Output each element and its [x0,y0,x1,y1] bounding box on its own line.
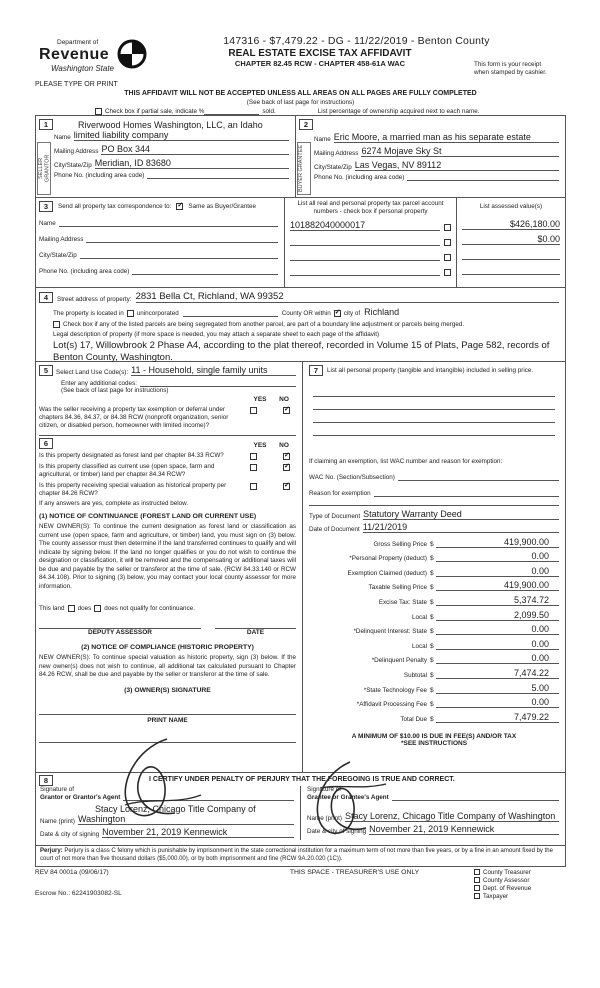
corr-mailing-field[interactable] [86,242,278,243]
excise-tax-local-field[interactable]: 2,099.50 [436,610,559,621]
state-technology-fee-field[interactable]: 5.00 [436,683,559,694]
assessed-values-header: List assessed value(s) [479,203,543,210]
see-back-instructions: (See back of last page for instructions) [61,387,169,394]
grantor-name-print-label: Name (print) [40,818,75,825]
county-treasurer-label: County Treasurer [483,868,531,876]
buyer-mailing-field[interactable]: 6274 Mojave Sky St [361,146,559,157]
date-of-document-label: Date of Document [309,526,360,533]
form-footer [35,867,566,901]
parcel-number-field-2[interactable] [290,245,440,246]
forest-yes-checkbox[interactable] [250,453,257,460]
parcel-number-field-4[interactable] [290,275,440,276]
personal-property-line-1[interactable] [313,384,555,397]
section-6-number: 6 [39,438,53,449]
corr-csz-label: City/State/Zip [39,252,77,259]
seller-exemption-question: Was the seller receiving a property tax exemption or deferral under chapters 84.36, 84.37, or 84.38 RCW (nonprofit organization, senior citizen, or disabled person, homeowner with limited income)? [39,406,229,430]
taxpayer-label: Taxpayer [483,892,509,900]
section-1-number: 1 [39,119,53,130]
date-of-document-field[interactable]: 11/21/2019 [363,522,559,533]
buyer-csz-label: City/State/Zip [314,164,352,171]
grantee-signature-line[interactable] [392,800,559,801]
seller-mailing-label: Mailing Address [54,148,99,155]
historic-yes-checkbox[interactable] [250,483,257,490]
fin-row-personal: *Personal Property (deduct) $ 0.00 [309,548,559,563]
deputy-assessor-label: DEPUTY ASSESSOR [88,629,152,637]
buyer-grantee-side-label: BUYER GRANTEE [297,142,311,195]
receipt-note: This form is your receipt when stamped by cashier. [474,61,547,77]
does-qualify-checkbox[interactable] [68,605,75,612]
perjury-body: Perjury is a class C felony which is punishable by imprisonment in the state correctional institution for a maximum term of not more than five years, or by a fine in an amount fixed by the court of not more than five thousand dollars ($5,000.00), or by both imprisonment and fine (RCW 9A.20.020 (1C)). [40,848,553,862]
logo-washington-state: Washington State [51,64,115,73]
fin-row-delinq-int-state: *Delinquent Interest: State $ 0.00 [309,621,559,636]
parcel-row-2 [290,231,451,246]
land-use-label: Select Land Use Code(s): [56,369,129,376]
partial-sale-sold: sold. [262,108,276,115]
cashier-stamp: 147316 - $7,479.22 - DG - 11/22/2019 - Benton County [223,35,490,47]
section-3-number: 3 [39,201,53,212]
personal-property-checkbox-3[interactable] [444,254,451,261]
total-due-field[interactable]: 7,479.22 [436,712,559,723]
this-land-label: This land [39,605,65,613]
notice-compliance-body: NEW OWNER(S): To continue special valuation as historic property, sign (3) below. If the new owner(s) does not wish to continue, all additional tax calculated pursuant to Chapter 84.26 RCW, shall be due and payable by the seller or transferor at the time of sale. [39,654,296,679]
segregated-checkbox[interactable] [53,321,60,328]
forest-land-question-row [39,452,296,460]
grantee-signature-block [301,786,565,840]
legal-description-value[interactable]: Lot(s) 17, Willowbrook 2 Phase A4, according to the plat thereof, recorded in Volume 15 of Plats, Page 582, records of Benton County, Washington. [53,340,550,363]
taxable-selling-price-field[interactable]: 419,900.00 [436,580,559,591]
segregated-label: Check box if any of the listed parcels are being segregated from another parcel, are part of a boundary line adjustment or parcels being merged. [63,321,465,328]
section-7-column [303,362,565,772]
fin-row-excise-state: Excise Tax: State $ 5,374.72 [309,591,559,606]
delinquent-interest-state-field[interactable]: 0.00 [436,624,559,635]
current-use-question: Is this property classified as current use (open space, farm and agricultural, or timber) land per chapter 84.34 RCW? [39,462,215,478]
buyer-name-label: Name [314,136,331,143]
seller-csz-label: City/State/Zip [54,162,92,169]
personal-property-line-4[interactable] [313,423,555,436]
corr-phone-field[interactable] [132,274,278,275]
corr-name-label: Name [39,220,56,227]
seller-phone-field[interactable] [147,178,289,179]
delinquent-penalty-field[interactable]: 0.00 [436,653,559,664]
parcel-number-field-3[interactable] [290,260,440,261]
type-of-document-field[interactable]: Statutory Warranty Deed [363,509,559,520]
exemption-reason-field[interactable] [374,496,559,497]
notice-continuance-body: NEW OWNER(S): To continue the current designation as forest land or classification as current use (open space, farm and agriculture, or timber) land, you must sign on (3) below. The county assessor must then determine if the land transferred continues to qualify and will indicate by signing below. If the land no longer qualifies or you do not wish to continue the designation or classification, it will be removed and the compensating or additional taxes will be due and payable by the seller or transferor at the time of sale. (RCW 84.33.140 or RCW 84.34.108). Prior to signing (3) below, you may contact your local county assessor for more information. [39,523,296,590]
wac-number-label: WAC No. (Section/Subsection) [309,474,395,481]
owner-print-name-line[interactable] [39,742,296,743]
county-assessor-checkbox[interactable] [474,877,480,883]
street-address-label: Street address of property: [57,296,132,303]
section-2-buyer [296,116,565,197]
grantor-date-city-label: Date & city of signing [40,831,100,838]
date-label: DATE [246,629,265,637]
personal-property-line-2[interactable] [313,397,555,410]
historic-no-checkbox[interactable]: ✓ [284,482,290,490]
excise-tax-state-field[interactable]: 5,374.72 [436,595,559,606]
subtotal-field[interactable]: 7,474.22 [436,668,559,679]
same-as-buyer-checkbox[interactable]: ✓ [177,202,184,209]
corr-phone-label: Phone No. (including area code) [39,268,130,275]
partial-sale-label: Check box if partial sale, indicate % [105,108,205,115]
section-5-number: 5 [39,365,53,376]
section-3 [36,197,565,287]
parcel-number-field-1[interactable]: 101882040000017 [290,220,440,231]
fin-row-delinq-int-local: Local $ 0.00 [309,635,559,650]
form-body [35,115,566,867]
seller-name-field[interactable]: limited liability company [74,130,289,141]
buyer-phone-field[interactable] [407,180,559,181]
unincorporated-label: unincorporated [136,310,179,317]
personal-property-header: List all personal property (tangible and intangible) included in selling price. [327,367,534,374]
parcel-row-1 [290,216,451,231]
city-of-checkbox[interactable]: ✓ [334,309,341,316]
section-7-number: 7 [309,365,323,376]
grantor-name-print-field[interactable]: Washington [78,814,294,825]
county-treasurer-checkbox[interactable] [474,869,480,875]
exemption-no-checkbox[interactable]: ✓ [284,406,290,413]
county-or-within-label: County OR within [281,310,331,317]
dept-of-revenue-checkbox[interactable] [474,885,480,891]
affidavit-processing-fee-field[interactable]: 0.00 [436,697,559,708]
street-address-field[interactable]: 2831 Bella Ct, Richland, WA 99352 [136,291,559,303]
seller-exemption-question-row [39,406,296,431]
delinquent-interest-local-field[interactable]: 0.00 [436,639,559,650]
historic-question-row [39,482,296,498]
treasurer-use-only: THIS SPACE - TREASURER'S USE ONLY [289,868,420,876]
ownership-note: List percentage of ownership acquired next to each name. [317,108,480,115]
taxpayer-checkbox[interactable] [474,893,480,899]
does-not-qualify-checkbox[interactable] [94,605,101,612]
yes-header-2: YES [253,441,267,449]
fin-row-gross: Gross Selling Price $ 419,900.00 [309,533,559,548]
grantee-signature-of: Signature of [307,786,341,793]
current-use-yes-checkbox[interactable] [250,464,257,471]
print-name-label: PRINT NAME [147,716,188,724]
perjury-lead: Perjury: [40,848,63,854]
additional-codes-label: Enter any additional codes: [61,380,137,387]
completion-warning: THIS AFFIDAVIT WILL NOT BE ACCEPTED UNLESS ALL AREAS ON ALL PAGES ARE FULLY COMPLETED [124,90,477,97]
parcel-numbers-header: List all real and personal property tax parcel account numbers - check box if personal property [297,200,444,215]
partial-sale-row [95,108,566,115]
buyer-mailing-label: Mailing Address [314,150,359,157]
personal-property-checkbox-2[interactable] [444,239,451,246]
wac-number-field[interactable] [398,480,559,481]
form-title: REAL ESTATE EXCISE TAX AFFIDAVIT [228,48,412,59]
city-field[interactable]: Richland [364,307,400,317]
logo-dept-of: Department of [57,39,99,46]
grantor-name-line1: Stacy Lorenz, Chicago Title Company of [95,804,256,814]
section-4-number: 4 [39,292,53,303]
rev-number: REV 84 0001a (09/06/17) [35,868,109,876]
seller-phone-label: Phone No. (including area code) [54,172,145,179]
grantee-name-print-field[interactable]: Stacy Lorenz, Chicago Title Company of Washington [345,811,559,822]
exemption-claimed-field[interactable]: 0.00 [436,566,559,577]
county-assessor-label: County Assessor [483,876,530,884]
grantor-signature-block [36,786,301,840]
buyer-csz-field[interactable]: Las Vegas, NV 89112 [355,160,559,171]
land-use-field[interactable]: 11 - Household, single family units [131,365,296,376]
assessed-value-field-3[interactable] [462,259,560,260]
notice-continuance-title: (1) NOTICE OF CONTINUANCE (FOREST LAND OR CURRENT USE) [39,513,257,521]
exemption-claim-note: If claiming an exemption, list WAC number and reason for exemption: [309,458,503,465]
corr-name-field[interactable] [59,226,278,227]
grantor-signature-of: Signature of [40,786,74,793]
current-use-question-row [39,463,296,479]
grantee-agent-label: Grantee or Grantee's Agent [307,794,389,801]
perjury-notice [36,845,565,866]
located-in-label: The property is located in [53,310,124,317]
forest-no-checkbox[interactable]: ✓ [284,451,290,459]
type-of-document-label: Type of Document [309,513,361,520]
buyer-name-field[interactable]: Eric Moore, a married man as his separate estate [334,132,559,143]
please-type-or-print: PLEASE TYPE OR PRINT [35,81,118,88]
same-as-buyer-label: Same as Buyer/Grantee [188,203,256,210]
minimum-fee-note: A MINIMUM OF $10.00 IS DUE IN FEE(S) AND/OR TAX [351,732,517,740]
partial-sale-percent-field[interactable] [204,114,259,115]
yes-header: YES [253,396,267,403]
exemption-reason-label: Reason for exemption [309,490,371,497]
partial-sale-checkbox[interactable] [95,108,102,115]
logo-revenue: Revenue [39,46,110,63]
section-2-number: 2 [299,119,313,130]
grantor-signature-line[interactable] [123,800,294,801]
section-8 [36,772,565,845]
owner-signature-line[interactable] [39,714,296,715]
dept-of-revenue-label: Dept. of Revenue [483,884,532,892]
personal-property-checkbox-1[interactable] [444,224,451,231]
form-chapters: CHAPTER 82.45 RCW - CHAPTER 458-61A WAC [234,59,406,68]
assessed-value-field-2[interactable]: $0.00 [462,234,560,245]
buyer-phone-label: Phone No. (including area code) [314,174,405,181]
fin-row-tech-fee: *State Technology Fee $ 5.00 [309,679,559,694]
seller-grantor-side-label: SELLER GRANTOR [37,142,51,195]
does-not-label: does not qualify for continuance. [104,605,195,613]
exemption-yes-checkbox[interactable] [250,407,257,414]
corr-csz-field[interactable] [80,258,278,259]
does-label: does [77,605,92,613]
current-use-no-checkbox[interactable]: ✓ [284,462,290,470]
owners-signature-title: (3) OWNER(S) SIGNATURE [124,686,211,694]
certify-statement: I CERTIFY UNDER PENALTY OF PERJURY THAT THE FOREGOING IS TRUE AND CORRECT. [149,776,455,783]
if-yes-note: If any answers are yes, complete as instructed below. [39,500,189,508]
see-back-note: (See back of last page for instructions) [246,99,355,106]
tax-correspondence-label: Send all property tax correspondence to: [58,203,172,210]
legal-description-label: Legal description of property (if more space is needed, you may attach a separate sheet to each page of the affidavit) [53,331,380,338]
fin-row-exemption: Exemption Claimed (deduct) $ 0.00 [309,562,559,577]
form-header [35,33,566,115]
unincorporated-checkbox[interactable] [127,310,134,317]
section-1-seller [36,116,296,197]
section-8-number: 8 [39,775,53,786]
section-5-6-column [36,362,303,772]
no-header-2: NO [279,441,289,449]
seller-name-label: Name [54,134,71,141]
grantor-agent-label: Grantor or Grantor's Agent [40,794,121,801]
seller-csz-field[interactable]: Meridian, ID 83680 [95,158,289,169]
forest-land-question: Is this property designated as forest land per chapter 84.33 RCW? [39,451,224,459]
fin-row-taxable: Taxable Selling Price $ 419,900.00 [309,577,559,592]
assessed-value-field-4[interactable] [462,274,560,275]
gross-selling-price-field[interactable]: 419,900.00 [436,537,559,548]
assessed-value-field-1[interactable]: $426,180.00 [462,219,560,230]
city-of-label: city of [343,310,361,317]
parcel-row-4 [290,261,451,276]
grantor-date-city-field[interactable]: November 21, 2019 Kennewick [102,827,294,838]
parcel-row-3 [290,246,451,261]
grantee-name-print-label: Name (print) [307,815,342,822]
personal-property-checkbox-4[interactable] [444,269,451,276]
fin-row-delinq-penalty: *Delinquent Penalty $ 0.00 [309,650,559,665]
revenue-swirl-icon [117,39,147,74]
seller-name-line1: Riverwood Homes Washington, LLC, an Idaho [78,120,263,130]
section-4 [36,287,565,361]
grantee-date-city-label: Date & city of signing [307,828,367,835]
fin-row-excise-local: Local $ 2,099.50 [309,606,559,621]
notice-compliance-title: (2) NOTICE OF COMPLIANCE (HISTORIC PROPERTY) [81,644,254,652]
fin-row-processing-fee: *Affidavit Processing Fee $ 0.00 [309,694,559,709]
corr-mailing-label: Mailing Address [39,236,84,243]
copy-distribution-list [474,869,566,901]
personal-property-line-3[interactable] [313,410,555,423]
fin-row-total-due: Total Due $ 7,479.22 [309,708,559,723]
escrow-number: Escrow No.: 62241903082-SL [35,889,122,897]
see-instructions-note: *SEE INSTRUCTIONS [400,739,468,747]
no-header: NO [279,396,289,403]
personal-property-deduct-field[interactable]: 0.00 [436,551,559,562]
seller-mailing-field[interactable]: PO Box 344 [101,144,289,155]
grantee-date-city-field[interactable]: November 21, 2019 Kennewick [369,824,559,835]
fin-row-subtotal: Subtotal $ 7,474.22 [309,664,559,679]
historic-question: Is this property receiving special valuation as historical property per chapter 84.26 RCW? [39,482,227,498]
county-field[interactable] [183,316,278,317]
